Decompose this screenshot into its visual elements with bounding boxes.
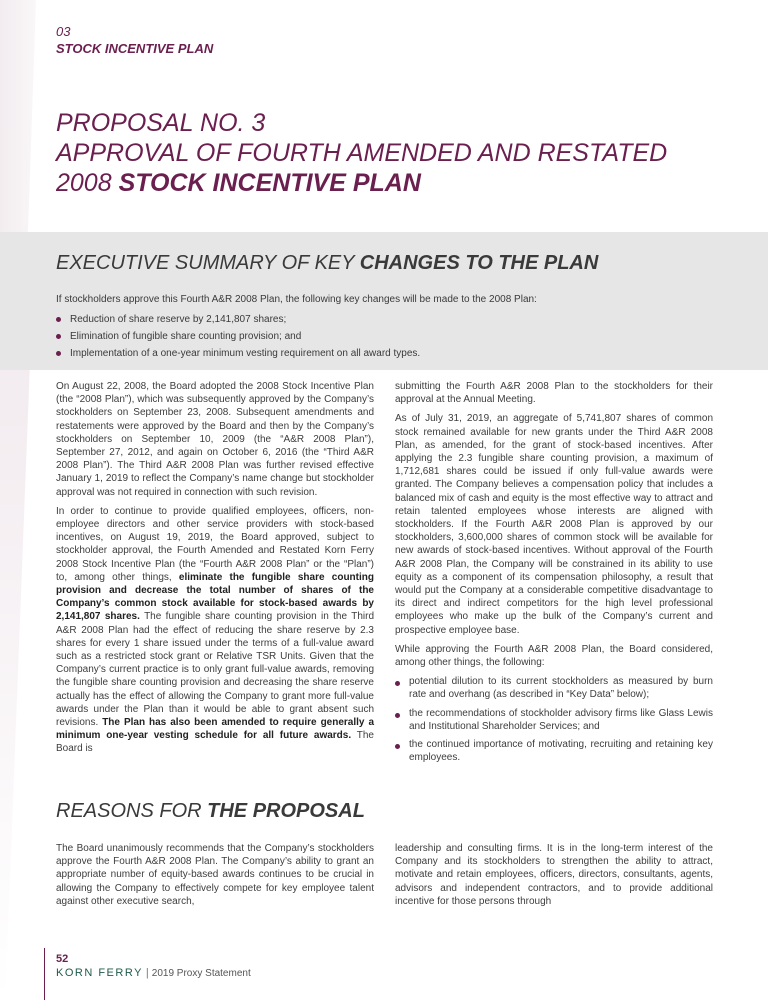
bold-text: eliminate the fungible share counting provision and decrease the total number of shares of the Company’s common stock available for stock-based awards by 2,141,807 shares. — [56, 571, 374, 623]
executive-summary-intro: If stockholders approve this Fourth A&R 2008 Plan, the following key changes will be made to the 2008 Plan: — [56, 294, 537, 305]
page-number: 52 — [56, 953, 69, 965]
exec-heading-bold: CHANGES TO THE PLAN — [359, 252, 599, 274]
brand-name: KORN FERRY — [56, 967, 143, 979]
paragraph: While approving the Fourth A&R 2008 Plan, the Board considered, among other things, the following: — [395, 643, 713, 669]
paragraph: submitting the Fourth A&R 2008 Plan to the stockholders for their approval at the Annual Meeting. — [395, 381, 713, 406]
section-number: 03 — [56, 24, 71, 39]
paragraph: On August 22, 2008, the Board adopted the 2008 Stock Incentive Plan (the “2008 Plan”), which was subsequently approved by the Company’s stockholders on September 23, 2008. Subsequent amendments and restatements were approved by the Board and then by the Company’s stockholders on September 10, 2009 (the “A&R 2008 Plan”), September 27, 2012, and again on October 6, 2016 (the “Third A&R 2008 Plan”). The Third A&R 2008 Plan was further revised effective January 1, 2019 to reflect the Company’s name change but stockholder approval was not required in connection with such revision. — [56, 381, 374, 498]
bold-text: The Plan has also been amended to require generally a minimum one-year vesting schedule for all future awards. — [56, 717, 375, 742]
paragraph: As of July 31, 2019, an aggregate of 5,741,807 shares of common stock remained available for new grants under the Third A&R 2008 Plan, as amended, for the grant of stock-based incentives. After applying the 2.3 fungible share counting provision, a maximum of 1,712,681 shares could be issued if only full-value awards were granted. The Company believes a compensation policy that includes a balanced mix of cash and equity is the most effective way to attract and retain talented employees whose interests are aligned with stockholders. If the Fourth A&R 2008 Plan is approved by our stockholders, 3,600,000 shares of common stock will be available for new awards of stock-based incentives. Without approval of the Fourth A&R 2008 Plan, the Company will be constrained in its ability to use equity as a component of its compensation philosophy, a result that would put the Company at a considerable competitive disadvantage to its direct and indirect competitors for the high level professional employees who make up the bulk of the Company’s current and prospective employee base. — [395, 413, 713, 636]
footer-rule — [44, 948, 45, 1000]
executive-summary-list — [56, 311, 736, 362]
exec-heading-regular: EXECUTIVE SUMMARY OF KEY — [56, 252, 360, 274]
title-line-3-bold: STOCK INCENTIVE PLAN — [118, 169, 421, 197]
page-title — [56, 108, 736, 198]
paragraph: leadership and consulting firms. It is in the long-term interest of the Company and its stockholders to strengthen the ability to attract, motivate and retain employees, officers, directors, consultants, agents, advisors and independent contractors, and to provide additional incentive for those persons through — [395, 843, 713, 907]
list-item: Implementation of a one-year minimum vesting requirement on all award types. — [56, 345, 736, 362]
reasons-heading — [56, 800, 365, 823]
text-run: The fungible share counting provision in the Third A&R 2008 Plan had the effect of reducing the share reserve by 2.3 shares for every 1 share issued under the terms of a full-value award such as a restricted stock grant or Relative TSR Units. Given that the Company’s current practice is to only grant full-value awards, removing the fungible share counting provision and decreasing the share reserve actually has the effect of allowing the Company to grant more full-value awards under the Plan than it would be able to grant absent such revisions. — [56, 611, 375, 729]
footer-brand — [56, 967, 251, 979]
list-item: the recommendations of stockholder advisory firms like Glass Lewis and Institutional Shareholder Services; and — [395, 707, 713, 733]
document-name: 2019 Proxy Statement — [151, 968, 251, 979]
list-item: Elimination of fungible share counting provision; and — [56, 328, 736, 345]
considerations-list — [395, 675, 713, 764]
title-line-1: PROPOSAL NO. 3 — [56, 109, 266, 137]
reasons-heading-regular: REASONS FOR — [56, 800, 208, 822]
title-line-2: APPROVAL OF FOURTH AMENDED AND RESTATED — [56, 139, 668, 167]
list-item: Reduction of share reserve by 2,141,807 shares; — [56, 311, 736, 328]
title-line-3-regular: 2008 — [56, 169, 119, 197]
paragraph — [56, 505, 374, 756]
executive-summary-heading — [56, 252, 598, 275]
list-item: potential dilution to its current stockholders as measured by burn rate and overhang (as described in “Key Data” below); — [395, 675, 713, 701]
list-item: the continued importance of motivating, recruiting and retaining key employees. — [395, 738, 713, 764]
reasons-heading-bold: THE PROPOSAL — [207, 800, 365, 822]
body-left-column — [56, 380, 374, 762]
text-run: In order to continue to provide qualified employees, officers, non-employee directors and other service providers with stock-based incentives, on August 19, 2019, the Board approved, subject to stockholder approval, the Fourth Amended and Restated Korn Ferry 2008 Stock Incentive Plan (the “Fourth A&R 2008 Plan” or the “Plan”) to, among other things, — [56, 505, 374, 583]
reasons-right-column — [395, 842, 713, 914]
text-run: The Board is — [56, 730, 374, 755]
title-line-3 — [56, 168, 736, 198]
footer-separator: | — [145, 967, 149, 979]
body-right-column — [395, 380, 713, 769]
reasons-left-column — [56, 842, 374, 914]
paragraph: The Board unanimously recommends that the Company’s stockholders approve the Fourth A&R 2008 Plan. The Company’s ability to grant an appropriate number of equity-based awards continues to be crucial in allowing the Company to effectively compete for key employee talent against other executive search, — [56, 843, 374, 907]
section-name: STOCK INCENTIVE PLAN — [56, 41, 214, 56]
